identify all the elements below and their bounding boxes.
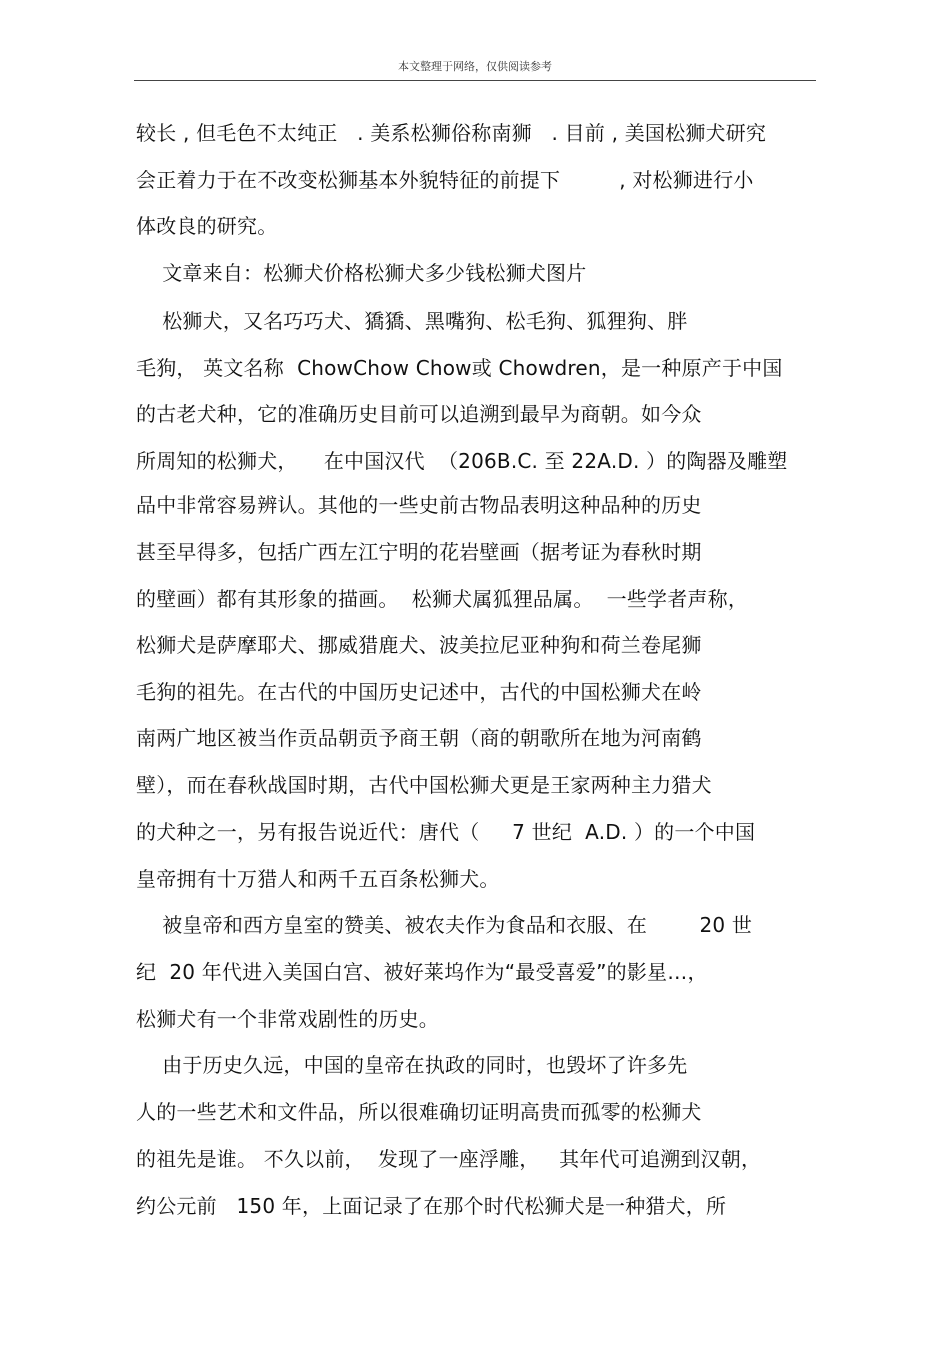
text-line: 文章来自：松狮犬价格松狮犬多少钱松狮犬图片 <box>136 261 587 285</box>
text-line: 甚至早得多，包括广西左江宁明的花岩壁画（据考证为春秋时期 <box>136 540 702 564</box>
text-line: 毛狗， 英文名称 ChowChow Chow或 Chowdren，是一种原产于中国 <box>136 356 783 380</box>
text-line: 的祖先是谁。 不久以前， 发现了一座浮雕， 其年代可追溯到汉朝， <box>136 1147 762 1171</box>
text-line: 约公元前 150 年，上面记录了在那个时代松狮犬是一种猎犬，所 <box>136 1194 727 1218</box>
text-line: 纪 20 年代进入美国白宫、被好莱坞作为“最受喜爱”的影星…， <box>136 960 708 984</box>
text-line: 毛狗的祖先。在古代的中国历史记述中，古代的中国松狮犬在岭 <box>136 680 702 704</box>
header-divider <box>134 80 816 81</box>
text-line: 会正着力于在不改变松狮基本外貌特征的前提下 , 对松狮进行小 <box>136 168 754 192</box>
text-line: 壁），而在春秋战国时期，古代中国松狮犬更是王家两种主力猎犬 <box>136 773 712 797</box>
text-line: 较长 , 但毛色不太纯正 . 美系松狮俗称南狮 . 目前 , 美国松狮犬研究 <box>136 121 767 145</box>
text-line: 皇帝拥有十万猎人和两千五百条松狮犬。 <box>136 867 500 891</box>
text-line: 南两广地区被当作贡品朝贡予商王朝（商的朝歌所在地为河南鹤 <box>136 726 702 750</box>
text-line: 人的一些艺术和文件品，所以很难确切证明高贵而孤零的松狮犬 <box>136 1100 702 1124</box>
page-header: 本文整理于网络，仅供阅读参考 <box>398 60 552 73</box>
text-line: 品中非常容易辨认。其他的一些史前古物品表明这种品种的历史 <box>136 493 702 517</box>
text-line: 的犬种之一，另有报告说近代：唐代（ 7 世纪 A.D. ）的一个中国 <box>136 820 756 844</box>
text-line: 松狮犬有一个非常戏剧性的历史。 <box>136 1007 439 1031</box>
text-line: 松狮犬，又名巧巧犬、獢獢、黑嘴狗、松毛狗、狐狸狗、胖 <box>136 309 688 333</box>
text-line: 由于历史久远，中国的皇帝在执政的同时，也毁坏了许多先 <box>136 1053 688 1077</box>
text-line: 被皇帝和西方皇室的赞美、被农夫作为食品和衣服、在 20 世 <box>136 913 753 937</box>
text-line: 体改良的研究。 <box>136 214 278 238</box>
text-line: 所周知的松狮犬， 在中国汉代 （206B.C. 至 22A.D. ）的陶器及雕塑 <box>136 449 788 473</box>
text-line: 的壁画）都有其形象的描画。 松狮犬属狐狸品属。 一些学者声称， <box>136 587 749 611</box>
text-line: 松狮犬是萨摩耶犬、挪威猎鹿犬、波美拉尼亚种狗和荷兰卷尾狮 <box>136 633 702 657</box>
text-line: 的古老犬种，它的准确历史目前可以追溯到最早为商朝。如今众 <box>136 402 702 426</box>
